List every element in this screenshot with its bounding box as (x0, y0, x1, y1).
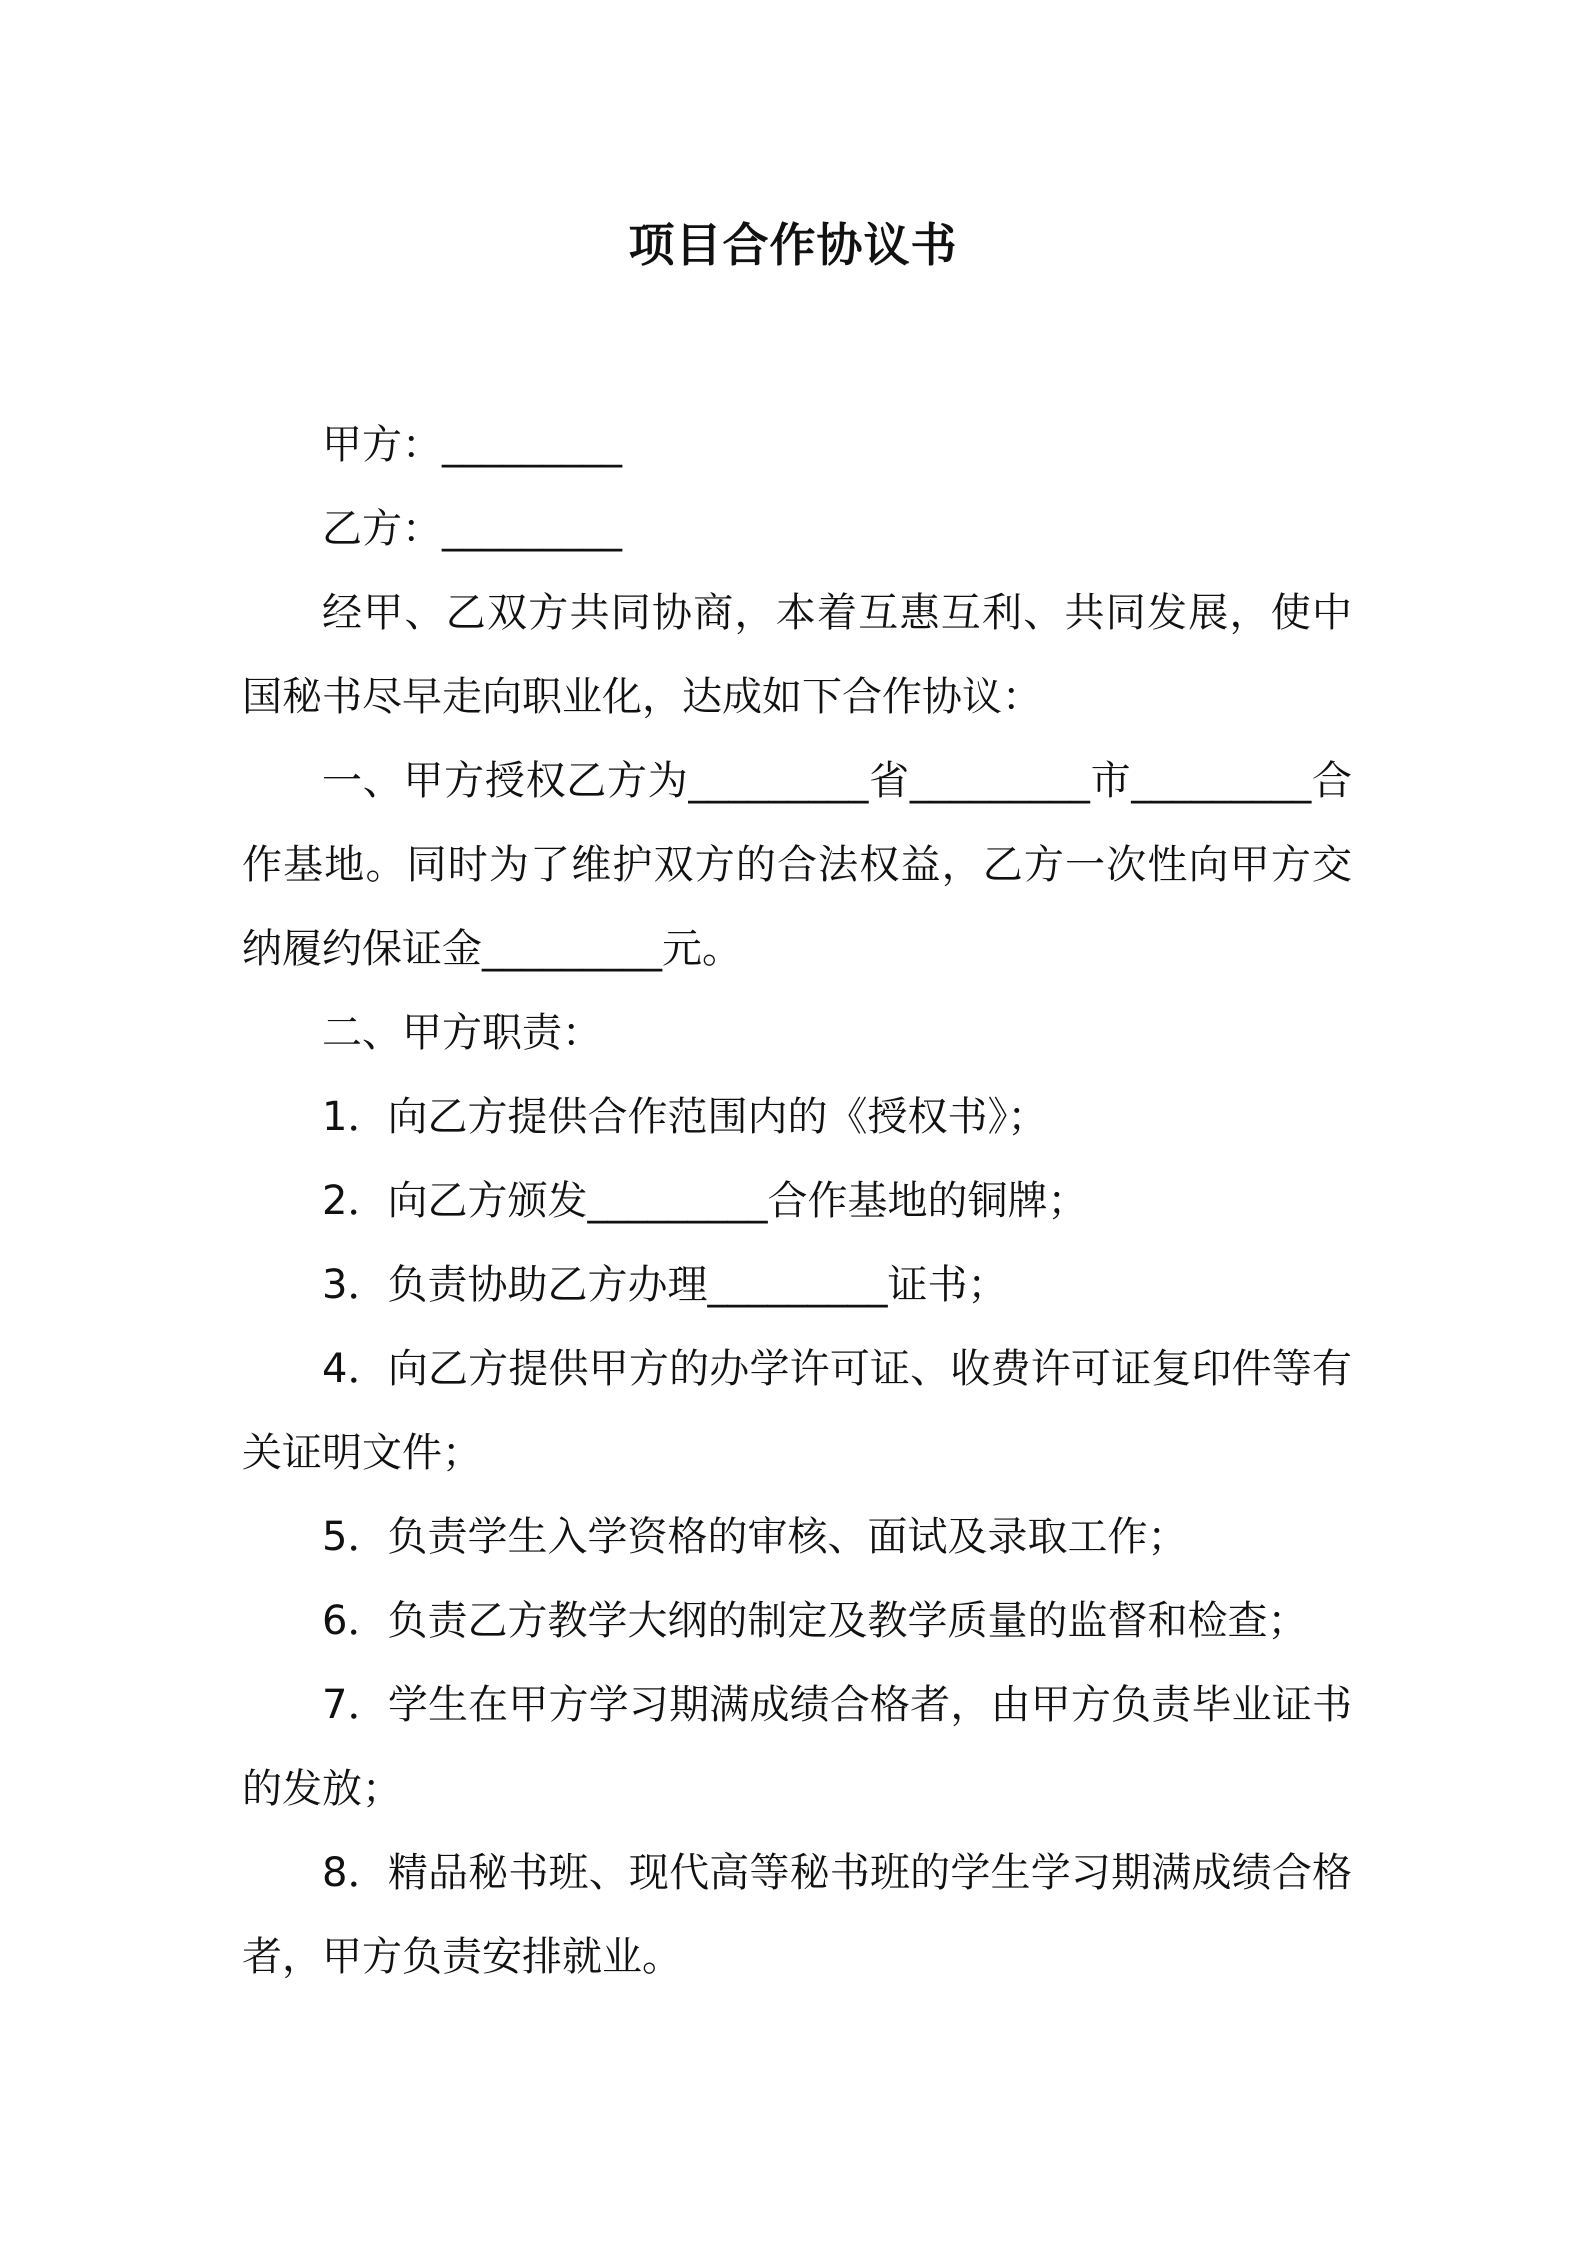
party-b-line: 乙方：_________ (322, 506, 622, 552)
document-title: 项目合作协议书 (628, 218, 958, 272)
duty-item-2: 2．向乙方颁发_________合作基地的铜牌； (322, 1178, 1088, 1224)
document-body (242, 403, 1352, 1999)
duty-item-1: 1．向乙方提供合作范围内的《授权书》； (322, 1094, 1048, 1140)
duty-item-3: 3．负责协助乙方办理_________证书； (322, 1262, 1008, 1308)
preamble-paragraph: 经甲、乙双方共同协商，本着互惠互利、共同发展，使中国秘书尽早走向职业化，达成如下合作协议： (242, 590, 1352, 720)
duty-item-7: 7．学生在甲方学习期满成绩合格者，由甲方负责毕业证书的发放； (242, 1682, 1352, 1812)
party-a-line: 甲方：_________ (322, 422, 622, 468)
duty-item-6: 6．负责乙方教学大纲的制定及教学质量的监督和检查； (322, 1598, 1308, 1644)
duty-item-5: 5．负责学生入学资格的审核、面试及录取工作； (322, 1514, 1188, 1560)
duty-item-4: 4．向乙方提供甲方的办学许可证、收费许可证复印件等有关证明文件； (242, 1346, 1352, 1476)
section-2-heading: 二、甲方职责： (322, 1010, 602, 1056)
duty-item-8: 8．精品秘书班、现代高等秘书班的学生学习期满成绩合格者，甲方负责安排就业。 (242, 1850, 1352, 1980)
clause-1-paragraph: 一、甲方授权乙方为_________省_________市_________合作基地。同时为了维护双方的合法权益，乙方一次性向甲方交纳履约保证金_________元。 (242, 758, 1352, 972)
